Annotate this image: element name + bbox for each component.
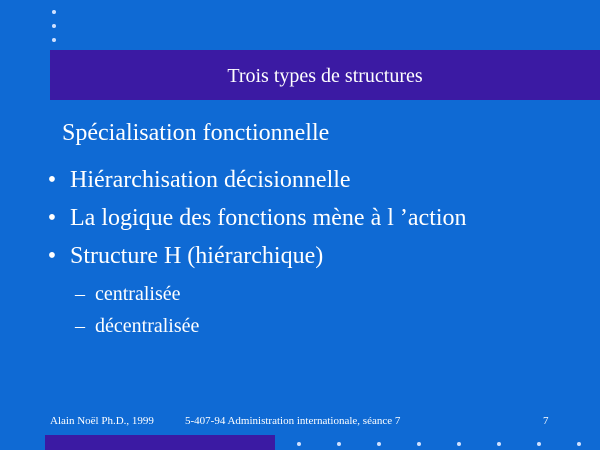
footer-author: Alain Noël Ph.D., 1999 bbox=[50, 415, 154, 427]
dot bbox=[377, 442, 381, 446]
sub-bullet-text: décentralisée bbox=[95, 315, 200, 337]
bottom-band bbox=[45, 435, 275, 450]
sub-bullet-marker: – bbox=[75, 283, 85, 305]
bullet-marker: • bbox=[47, 205, 57, 231]
slide-title: Trois types de structures bbox=[227, 65, 423, 87]
bullet-text: Hiérarchisation décisionnelle bbox=[70, 167, 351, 193]
decorative-dots-horizontal bbox=[295, 442, 595, 450]
dot bbox=[337, 442, 341, 446]
bullet-list bbox=[40, 165, 580, 279]
dot bbox=[52, 10, 56, 14]
dot bbox=[537, 442, 541, 446]
dot bbox=[577, 442, 581, 446]
footer-page-number: 7 bbox=[543, 415, 549, 427]
footer-course: 5-407-94 Administration internationale, séance 7 bbox=[185, 415, 401, 427]
bullet-text: Structure H (hiérarchique) bbox=[70, 243, 324, 269]
sub-bullet-marker: – bbox=[75, 315, 85, 337]
decorative-dots-vertical bbox=[50, 6, 58, 46]
sub-bullet-text: centralisée bbox=[95, 283, 181, 305]
bullet-marker: • bbox=[47, 167, 57, 193]
dot bbox=[52, 38, 56, 42]
bullet-item bbox=[40, 203, 580, 241]
slide-subtitle: Spécialisation fonctionnelle bbox=[62, 120, 330, 146]
dot bbox=[497, 442, 501, 446]
bullet-marker: • bbox=[47, 243, 57, 269]
dot bbox=[52, 24, 56, 28]
bullet-item bbox=[40, 241, 580, 279]
bullet-text: La logique des fonctions mène à l ’action bbox=[70, 205, 467, 231]
dot bbox=[457, 442, 461, 446]
dot bbox=[297, 442, 301, 446]
bullet-item bbox=[40, 165, 580, 203]
dot bbox=[417, 442, 421, 446]
title-band bbox=[50, 50, 600, 100]
